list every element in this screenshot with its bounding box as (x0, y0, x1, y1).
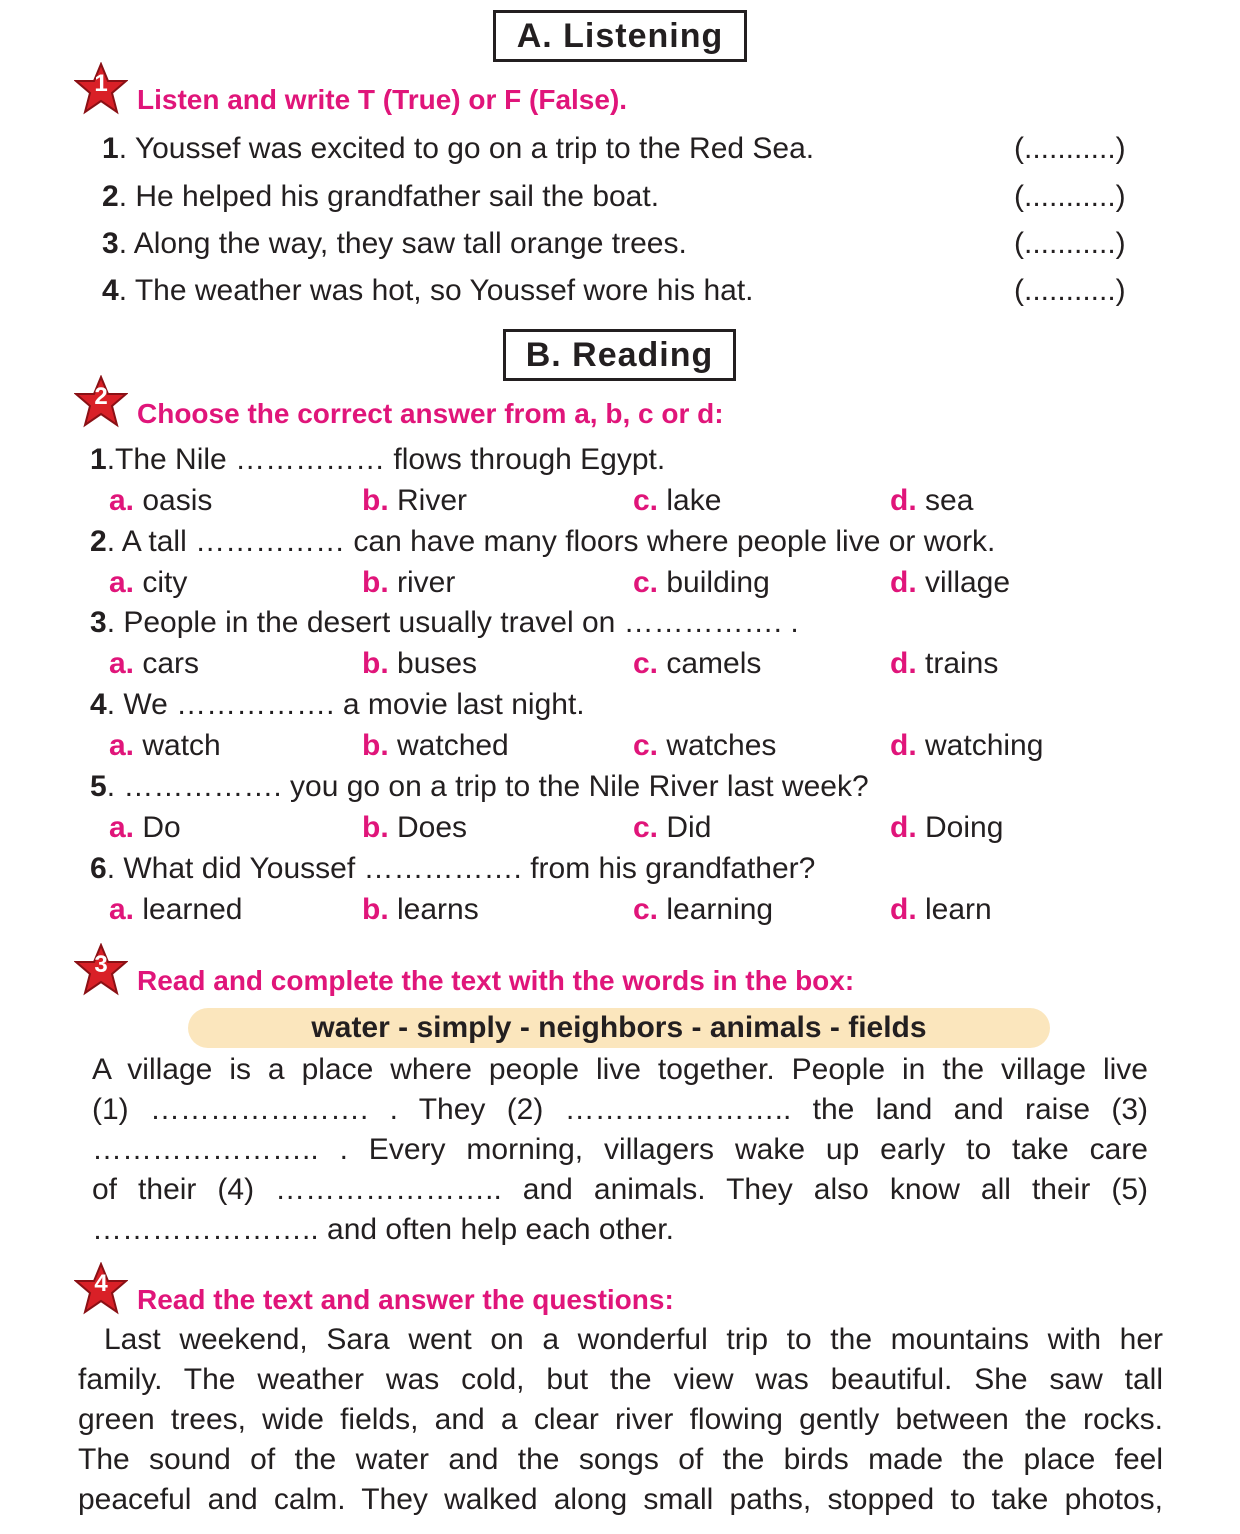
question: 4. We ……………. a movie last night. (90, 688, 585, 721)
question: 2. A tall …………… can have many floors where people live or work. (90, 525, 996, 558)
exercise-instruction: Listen and write T (True) or F (False). (137, 84, 628, 115)
exercise-number-badge (74, 62, 128, 116)
section-title-reading: B. Reading (503, 329, 736, 381)
exercise-instruction: Read and complete the text with the words in the box: (137, 965, 855, 996)
list-item: 2. He helped his grandfather sail the boat. (...........) (102, 180, 1126, 213)
exercise-number-badge (74, 943, 128, 997)
answer-blank[interactable]: (...........) (1014, 132, 1126, 165)
exercise-number-badge (74, 1262, 128, 1316)
answer-blank[interactable]: (...........) (1014, 227, 1126, 260)
option-b[interactable]: b. buses (362, 647, 478, 680)
option-d[interactable]: d. trains (890, 647, 999, 680)
question: 3. People in the desert usually travel on ……………. . (90, 606, 799, 639)
option-a[interactable]: a. cars (109, 647, 200, 680)
exercise-number-badge (74, 375, 128, 429)
option-b[interactable]: b. River (362, 484, 468, 517)
list-item: 3. Along the way, they saw tall orange trees. (...........) (102, 227, 1126, 260)
option-d[interactable]: d. sea (890, 484, 974, 517)
option-b[interactable]: b. river (362, 566, 456, 599)
exercise-number: 2 (94, 383, 108, 410)
section-title-listening: A. Listening (493, 10, 747, 62)
option-c[interactable]: c. lake (633, 484, 722, 517)
option-a[interactable]: a. Do (109, 811, 181, 844)
word-box: water - simply - neighbors - animals - fields (188, 1008, 1050, 1048)
option-d[interactable]: d. village (890, 566, 1011, 599)
option-c[interactable]: c. camels (633, 647, 762, 680)
option-c[interactable]: c. Did (633, 811, 712, 844)
option-a[interactable]: a. watch (109, 729, 221, 762)
answer-blank[interactable]: (...........) (1014, 180, 1126, 213)
option-d[interactable]: d. watching (890, 729, 1044, 762)
question: 1.The Nile …………… flows through Egypt. (90, 443, 666, 476)
option-c[interactable]: c. building (633, 566, 770, 599)
option-c[interactable]: c. watches (633, 729, 777, 762)
list-item: 1. Youssef was excited to go on a trip to the Red Sea. (...........) (102, 132, 1126, 165)
cloze-text: A village is a place where people live together. People in the village live (1) …………………. . They (2) ………………….. the land and raise (3) ………………….. . Every morning, villagers wake up early to take care of their (4) ………………….. and animals. They also know all their (5) ………………….. and often help each other. (92, 1053, 1148, 1246)
exercise-instruction: Read the text and answer the questions: (137, 1284, 674, 1315)
option-a[interactable]: a. oasis (109, 484, 213, 517)
option-d[interactable]: d. learn (890, 893, 992, 926)
option-b[interactable]: b. Does (362, 811, 468, 844)
option-a[interactable]: a. city (109, 566, 188, 599)
option-a[interactable]: a. learned (109, 893, 243, 926)
exercise-number: 4 (94, 1270, 108, 1297)
exercise-number: 3 (94, 951, 108, 978)
exercise-instruction: Choose the correct answer from a, b, c or d: (137, 398, 724, 429)
option-c[interactable]: c. learning (633, 893, 774, 926)
option-b[interactable]: b. learns (362, 893, 479, 926)
answer-blank[interactable]: (...........) (1014, 274, 1126, 307)
question: 5. ……………. you go on a trip to the Nile River last week? (90, 770, 869, 803)
list-item: 4. The weather was hot, so Youssef wore his hat. (...........) (102, 274, 1126, 307)
question: 6. What did Youssef ……………. from his grandfather? (90, 852, 816, 885)
exercise-number: 1 (94, 70, 108, 97)
option-d[interactable]: d. Doing (890, 811, 1004, 844)
option-b[interactable]: b. watched (362, 729, 509, 762)
reading-passage: Last weekend, Sara went on a wonderful trip to the mountains with her family. The weather was cold, but the view was beautiful. She saw tall green trees, wide fields, and a clear river flowing gently between the rocks. The sound of the water and the songs of the birds made the place feel peaceful and calm. They walked along small paths, stopped to take photos, (78, 1323, 1163, 1516)
